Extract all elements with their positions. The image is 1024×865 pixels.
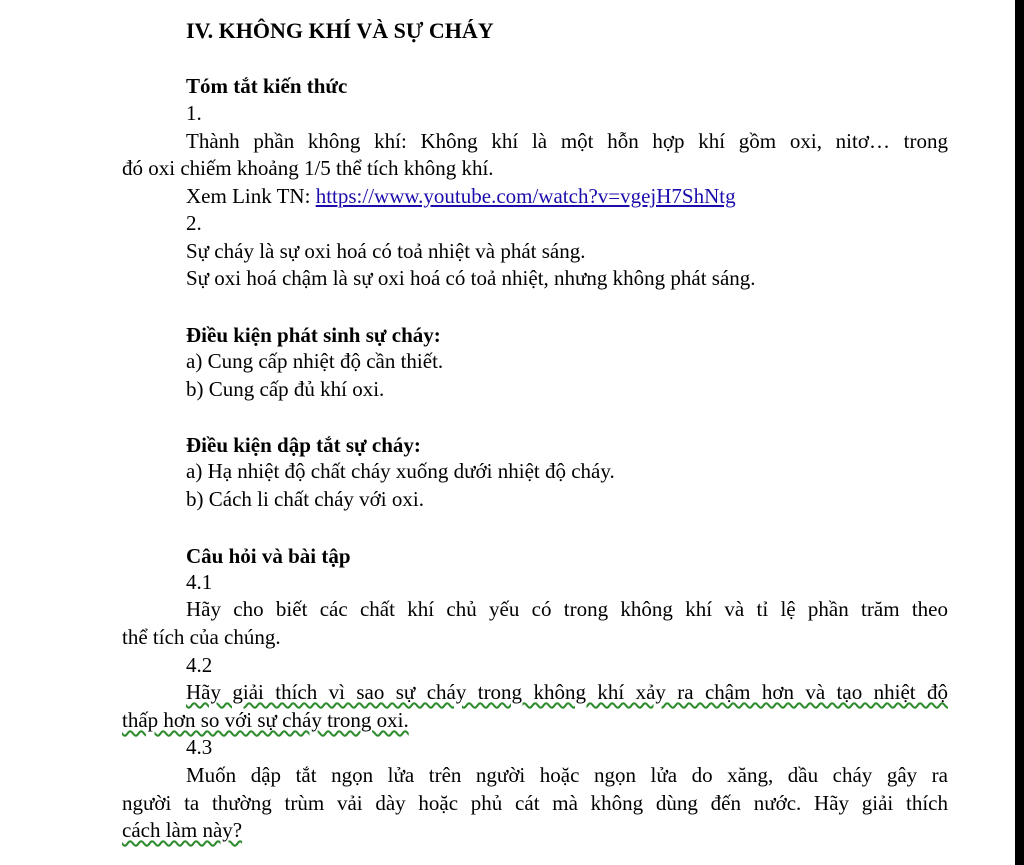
paragraph-line: Sự oxi hoá chậm là sự oxi hoá có toả nhiệt, nhưng không phát sáng.: [186, 266, 756, 290]
paragraph-line: đó oxi chiếm khoảng 1/5 thể tích không khí.: [122, 156, 494, 180]
question-text: [186, 596, 948, 623]
section-number: 1.: [186, 101, 202, 125]
list-item: a) Hạ nhiệt độ chất cháy xuống dưới nhiệt độ cháy.: [186, 459, 615, 483]
question-number: 4.1: [186, 570, 213, 594]
question-number: 4.2: [186, 653, 213, 677]
video-link-row: [186, 183, 736, 210]
list-item: a) Cung cấp nhiệt độ cần thiết.: [186, 349, 444, 373]
list-item: b) Cách li chất cháy với oxi.: [186, 487, 424, 511]
link-label: Xem Link TN:: [186, 184, 316, 208]
questions-heading: Câu hỏi và bài tập: [186, 544, 351, 568]
page-title: IV. KHÔNG KHÍ VÀ SỰ CHÁY: [186, 18, 494, 43]
combustion-conditions-heading: Điều kiện phát sinh sự cháy:: [186, 323, 441, 347]
question-line: thể tích của chúng.: [122, 625, 281, 649]
question-text: [122, 707, 409, 734]
question-number: 4.3: [186, 735, 213, 759]
question-line: thấp hơn so với sự cháy trong oxi.: [122, 708, 409, 732]
summary-heading: Tóm tắt kiến thức: [186, 74, 348, 98]
paragraph-line: Thành phần không khí: Không khí là một hỗn hợp khí gồm oxi, nitơ… trong: [186, 129, 948, 153]
question-line: Muốn dập tắt ngọn lửa trên người hoặc ngọn lửa do xăng, dầu cháy gây ra: [186, 763, 948, 787]
question-text: [122, 817, 242, 844]
question-line: cách làm này?: [122, 818, 243, 842]
question-text: [186, 679, 948, 706]
paragraph-line: Sự cháy là sự oxi hoá có toả nhiệt và phát sáng.: [186, 239, 586, 263]
section-number: 2.: [186, 211, 202, 235]
question-line: Hãy cho biết các chất khí chủ yếu có trong không khí và tỉ lệ phần trăm theo: [186, 597, 948, 621]
extinguish-conditions-heading: Điều kiện dập tắt sự cháy:: [186, 433, 421, 457]
question-line: người ta thường trùm vải dày hoặc phủ cát mà không dùng đến nước. Hãy giải thích: [122, 791, 948, 815]
youtube-link[interactable]: https://www.youtube.com/watch?v=vgejH7ShNtg: [315, 184, 736, 208]
question-line: Hãy giải thích vì sao sự cháy trong không khí xảy ra chậm hơn và tạo nhiệt độ: [186, 680, 948, 704]
page-edge-divider: [1015, 0, 1024, 865]
list-item: b) Cung cấp đủ khí oxi.: [186, 377, 385, 401]
